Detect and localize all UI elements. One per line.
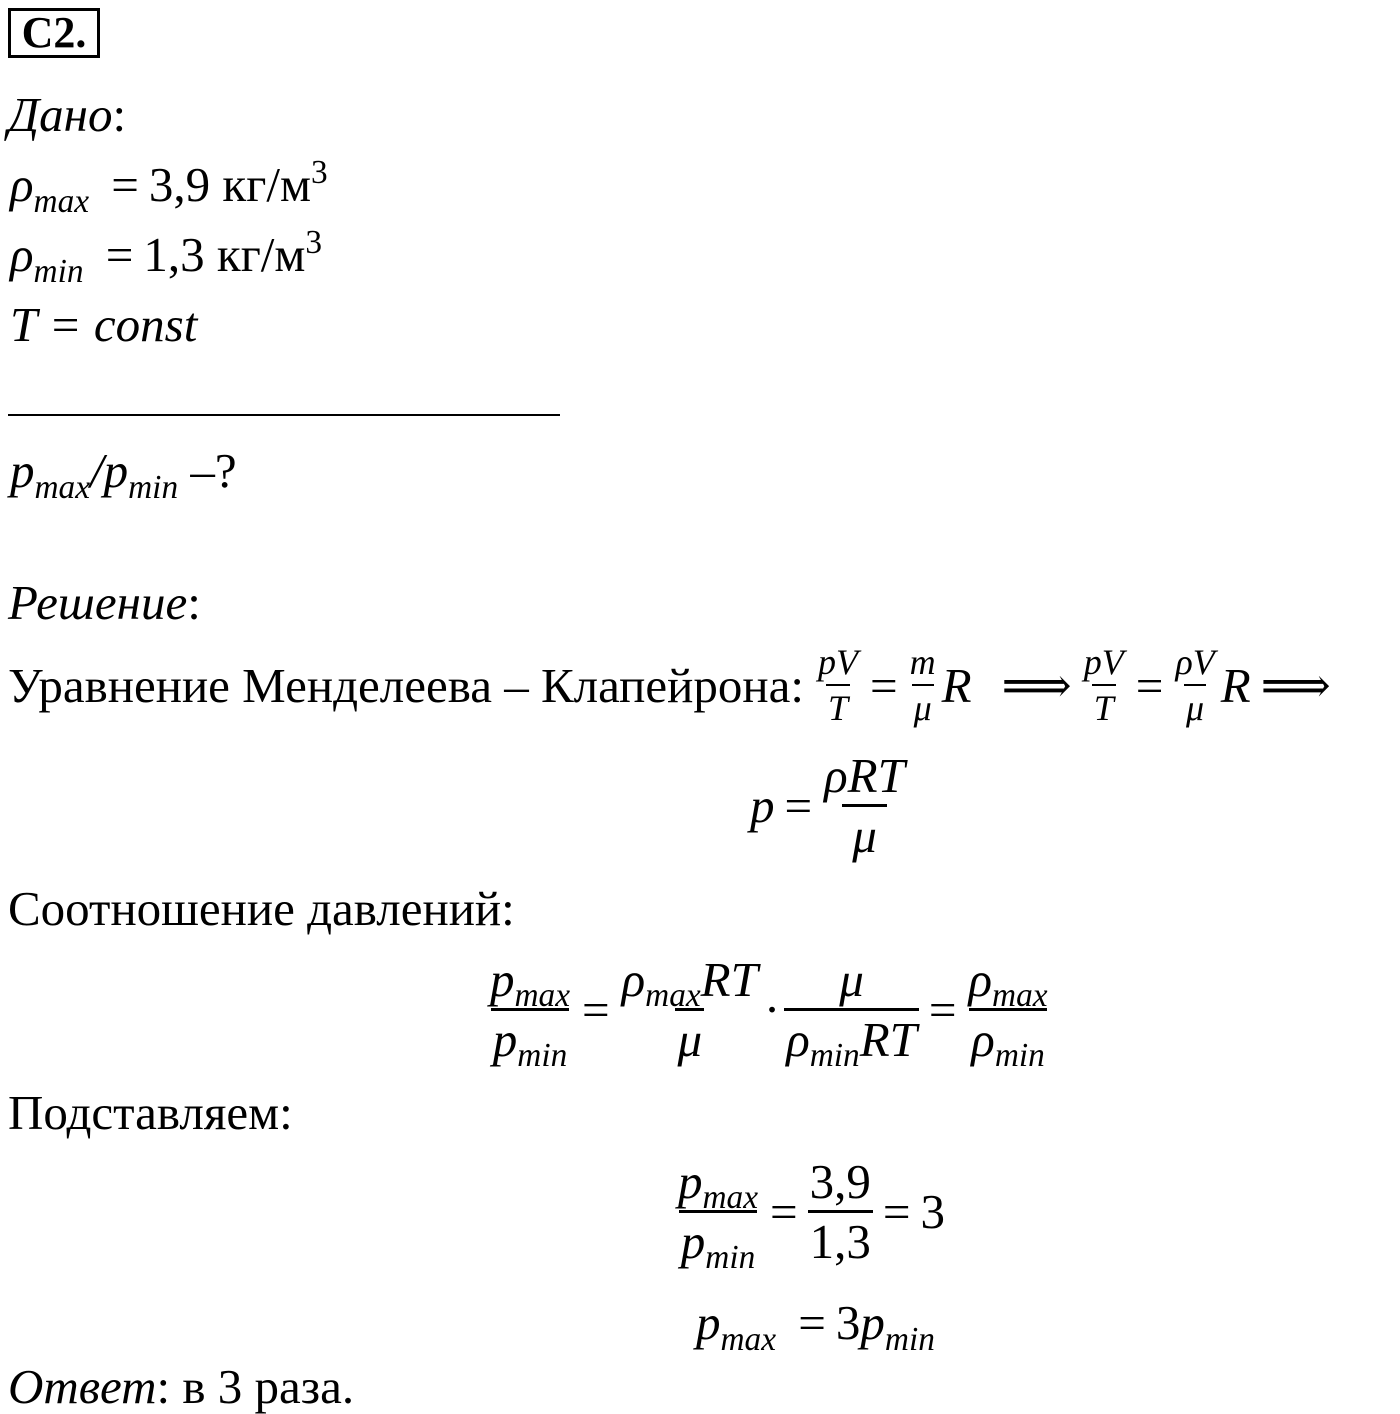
answer-text: в 3 раза. [182, 1359, 355, 1414]
solution-label: Решение [8, 575, 188, 630]
pressure-formula [750, 742, 907, 868]
given-divider-line [8, 414, 560, 416]
numerator: 3,9 [809, 1153, 871, 1209]
numerator: μ [839, 951, 864, 1007]
find-ratio [10, 443, 237, 506]
rho-symbol: ρ [10, 157, 34, 212]
solution-colon: : [187, 575, 201, 630]
denominator: μ [1184, 684, 1206, 726]
numerator: $\rho_{max}$ [968, 951, 1048, 1015]
given-temperature: T = const [10, 297, 198, 352]
denominator: $p_{min}$ [679, 1210, 757, 1266]
implies-arrow: ⟹ [1001, 657, 1072, 713]
given-rho-min [10, 223, 323, 290]
problem-number-badge: C2. [8, 8, 100, 58]
p-symbol: p [10, 443, 35, 498]
numerator: ρRT [824, 747, 905, 803]
rho-min-unit: кг/м [216, 227, 306, 282]
denominator: $\rho_{min}RT$ [784, 1008, 919, 1064]
min-subscript: min [128, 468, 179, 506]
numerator: m [909, 642, 936, 682]
numerator: pV [1083, 642, 1124, 682]
question-mark: –? [190, 443, 237, 498]
rho-max-value: 3,9 [148, 157, 211, 212]
rho-symbol: ρ [10, 227, 34, 282]
numerator: $p_{max}$ [490, 951, 570, 1015]
rho-max-unit: кг/м [222, 157, 311, 212]
rho-max-subscript: max [33, 182, 90, 220]
rho-min-value: 1,3 [143, 227, 205, 282]
p-symbol: p [696, 1295, 721, 1350]
slash: / [90, 443, 104, 498]
denominator: μ [912, 684, 934, 726]
denominator: T [1092, 684, 1116, 726]
fraction-pmax-over-pmin [676, 1153, 760, 1277]
fraction-values [808, 1153, 873, 1269]
ratio-result: 3 [920, 1183, 946, 1239]
denominator: 1,3 [808, 1210, 873, 1266]
given-heading [8, 87, 127, 142]
equals-sign: = [770, 1183, 798, 1239]
gas-constant-r: R [941, 657, 972, 713]
denominator: T [826, 684, 850, 726]
fraction-rhov-over-mu [1173, 644, 1216, 726]
equals-sign: = [869, 657, 898, 713]
denominator: μ [675, 1008, 704, 1064]
equals-sign: = [882, 1183, 911, 1239]
equals-sign: = [1135, 657, 1164, 713]
p-symbol: p [103, 443, 129, 498]
numerator: ρV [1175, 642, 1215, 682]
substitute-label: Подставляем: [8, 1085, 293, 1140]
equals-sign: = [111, 157, 139, 212]
equals-sign: = [798, 1295, 826, 1350]
equals-sign: = [784, 777, 813, 833]
min-subscript: min [884, 1320, 935, 1358]
answer-label: Ответ [8, 1359, 157, 1414]
solution-heading [8, 575, 201, 630]
mendeleev-clapeyron-line [8, 640, 1331, 730]
coefficient: 3 [835, 1295, 861, 1350]
rho-min-subscript: min [33, 252, 84, 290]
fraction-rhort-over-mu [822, 747, 907, 863]
answer-colon: : [156, 1359, 171, 1414]
numerator: pV [817, 642, 858, 682]
fraction-pv-over-t [1082, 644, 1126, 726]
fraction-rhomax-over-rhomin [967, 951, 1050, 1075]
answer-line [8, 1359, 355, 1414]
equals-sign: = [105, 227, 134, 282]
fraction-m-over-mu [908, 644, 938, 726]
fraction-pv-over-t [816, 644, 860, 726]
unit-exponent: 3 [310, 153, 328, 191]
p-symbol: p [860, 1295, 885, 1350]
max-subscript: max [720, 1320, 776, 1358]
fraction-pmax-over-pmin [488, 951, 572, 1075]
unit-exponent: 3 [305, 223, 323, 261]
p-symbol: p [750, 777, 775, 833]
numerator: $\rho_{max}RT$ [621, 951, 758, 1015]
given-colon: : [112, 87, 127, 142]
fraction-rhomax-rt-over-mu [620, 951, 760, 1067]
max-subscript: max [34, 468, 90, 506]
substitution-equation [676, 1146, 945, 1276]
implies-arrow: ⟹ [1260, 657, 1331, 713]
mendeleev-clapeyron-label: Уравнение Менделеева – Клапейрона: [8, 657, 804, 713]
denominator: $\rho_{min}$ [969, 1008, 1047, 1064]
numerator: $p_{max}$ [678, 1153, 758, 1217]
equals-sign: = [582, 981, 610, 1037]
pressure-ratio-label: Соотношение давлений: [8, 881, 515, 936]
fraction-mu-over-rhomin-rt [784, 951, 919, 1075]
given-rho-max [10, 153, 328, 220]
gas-constant-r: R [1220, 657, 1251, 713]
equals-sign: = [928, 981, 957, 1037]
pressure-ratio-derivation [488, 944, 1050, 1074]
multiplication-dot: · [763, 981, 781, 1037]
final-relation [696, 1295, 935, 1358]
denominator: μ [842, 804, 887, 860]
denominator: $p_{min}$ [491, 1008, 569, 1064]
given-label: Дано [8, 87, 113, 142]
